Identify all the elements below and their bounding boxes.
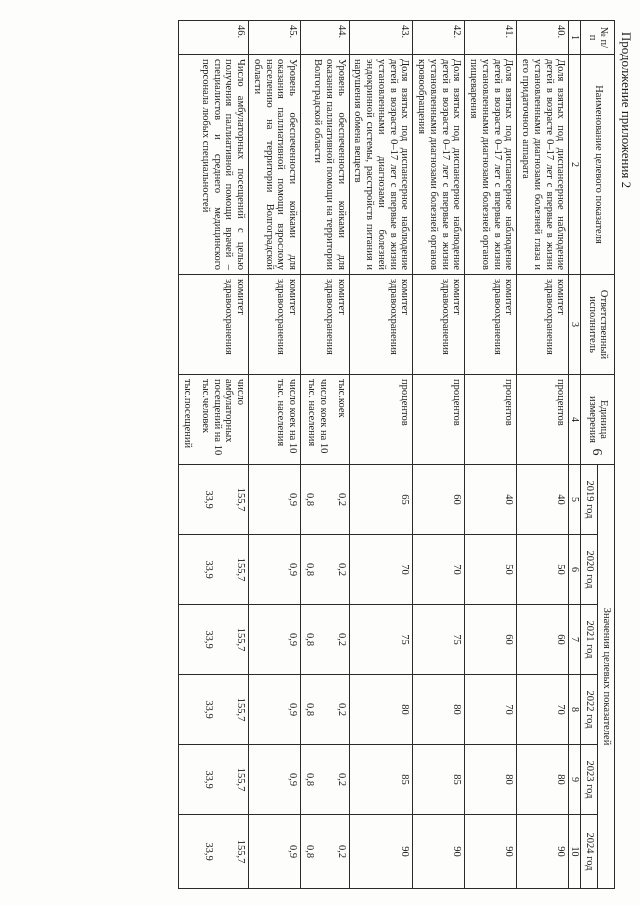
target-value: 70: [451, 564, 463, 575]
target-value-cell: [349, 745, 413, 815]
target-value: 155,7: [235, 627, 247, 652]
target-value: 155,7: [235, 767, 247, 792]
year-header: 2019 год: [581, 465, 598, 535]
target-value-cell: [249, 675, 301, 745]
target-value-cell: [465, 465, 517, 535]
responsible-executor: комитет здравоохранения: [349, 275, 413, 375]
target-value-cell: [517, 815, 569, 889]
target-value-cell: [179, 815, 249, 889]
indicator-name: Уровень обеспеченности койками для оказания паллиативной помощи на территории Волгоградской области: [301, 55, 350, 275]
indicator-name: Число амбулаторных посещений с целью получения паллиативной помощи врачей – специалистов и среднего медицинского персонала любых специальностей: [179, 55, 249, 275]
col-header-values-group: Значения целевых показателей: [598, 465, 615, 889]
indicators-table: [178, 20, 615, 889]
target-value: 155,7: [235, 839, 247, 864]
column-number: 8: [569, 675, 581, 745]
target-value-cell: [413, 535, 465, 605]
target-value-cell: [465, 605, 517, 675]
target-value-cell: [517, 675, 569, 745]
column-number: 7: [569, 605, 581, 675]
target-value: 0,2: [335, 772, 347, 787]
responsible-executor: комитет здравоохранения: [413, 275, 465, 375]
target-value-cell: [465, 675, 517, 745]
target-value: 70: [399, 564, 411, 575]
unit-of-measure: тыс.коек: [335, 379, 347, 418]
indicator-name: Доля взятых под диспансерное наблюдение детей в возрасте 0–17 лет с впервые в жизни установленными диагнозами болезней глаза и его придаточного аппарата: [517, 55, 569, 275]
target-value: 0,9: [287, 492, 299, 507]
unit-cell: [517, 375, 569, 465]
target-value: 75: [451, 634, 463, 645]
unit-cell: [349, 375, 413, 465]
target-value: 60: [555, 634, 567, 645]
target-value-cell: [413, 815, 465, 889]
target-value: 80: [555, 774, 567, 785]
table-row: [349, 21, 413, 889]
indicator-name: Доля взятых под диспансерное наблюдение детей в возрасте 0–17 лет с впервые в жизни установленными диагнозами болезней эндокринной системы, расстройств питания и нарушения обмена веществ: [349, 55, 413, 275]
target-value-cell: [349, 675, 413, 745]
table-row: [517, 21, 569, 889]
column-number-row: [569, 21, 581, 889]
target-value: 70: [555, 704, 567, 715]
unit-of-measure: тыс.посещений: [182, 379, 194, 449]
target-value-cell: [413, 745, 465, 815]
target-value-cell: [517, 465, 569, 535]
target-value: 50: [555, 564, 567, 575]
target-value: 0,8: [303, 702, 315, 717]
unit-of-measure: процентов: [451, 379, 463, 426]
continuation-note: Продолжение приложения 2: [619, 31, 634, 189]
target-value: 75: [399, 634, 411, 645]
target-value: 0,9: [287, 772, 299, 787]
target-value-cell: [517, 605, 569, 675]
target-value-cell: [179, 675, 249, 745]
year-header: 2023 год: [581, 745, 598, 815]
target-value: 0,9: [287, 702, 299, 717]
target-value: 90: [451, 846, 463, 857]
table-body: [179, 21, 569, 889]
target-value-cell: [517, 535, 569, 605]
indicator-name: Уровень обеспеченности койками для оказания паллиативной помощи взрослому населению на территории Волгоградской области: [249, 55, 301, 275]
year-header: 2022 год: [581, 675, 598, 745]
target-value: 90: [399, 846, 411, 857]
col-header-num: № п/п: [581, 21, 615, 55]
target-value: 0,9: [287, 562, 299, 577]
target-value: 155,7: [235, 557, 247, 582]
target-value: 0,2: [335, 632, 347, 647]
target-value: 33,9: [203, 842, 215, 861]
column-number: 5: [569, 465, 581, 535]
target-value: 80: [399, 704, 411, 715]
target-value-cell: [465, 815, 517, 889]
table-row: [465, 21, 517, 889]
column-number: 2: [569, 55, 581, 275]
row-number: 45.: [249, 21, 301, 55]
target-value: 33,9: [203, 630, 215, 649]
unit-of-measure: число амбулаторных посещений на 10 тыс.человек: [199, 379, 247, 456]
target-value-cell: [349, 465, 413, 535]
year-header: 2024 год: [581, 815, 598, 889]
row-number: 44.: [301, 21, 350, 55]
unit-cell: [249, 375, 301, 465]
target-value: 85: [451, 774, 463, 785]
target-value: 0,8: [303, 772, 315, 787]
unit-of-measure: процентов: [555, 379, 567, 426]
column-number: 10: [569, 815, 581, 889]
row-number: 40.: [517, 21, 569, 55]
target-value: 70: [503, 704, 515, 715]
target-value: 0,8: [303, 844, 315, 859]
target-value: 0,8: [303, 632, 315, 647]
table-row: [249, 21, 301, 889]
target-value: 85: [399, 774, 411, 785]
indicator-name: Доля взятых под диспансерное наблюдение детей в возрасте 0–17 лет с впервые в жизни установленными диагнозами болезней органов пищеварения: [465, 55, 517, 275]
row-number: 41.: [465, 21, 517, 55]
target-value-cell: [179, 745, 249, 815]
unit-cell: [413, 375, 465, 465]
target-value: 33,9: [203, 490, 215, 509]
target-value-cell: [249, 605, 301, 675]
target-value-cell: [249, 535, 301, 605]
target-value-cell: [249, 465, 301, 535]
target-value: 155,7: [235, 697, 247, 722]
target-value: 155,7: [235, 487, 247, 512]
target-value: 0,8: [303, 492, 315, 507]
col-header-unit: Единица измерения: [581, 375, 615, 465]
target-value: 60: [451, 494, 463, 505]
responsible-executor: комитет здравоохранения: [179, 275, 249, 375]
col-header-name: Наименование целевого показателя: [581, 55, 615, 275]
target-value: 0,9: [287, 632, 299, 647]
responsible-executor: комитет здравоохранения: [517, 275, 569, 375]
column-number: 1: [569, 21, 581, 55]
target-value-cell: [301, 745, 350, 815]
target-value: 0,2: [335, 492, 347, 507]
row-number: 42.: [413, 21, 465, 55]
target-value: 0,2: [335, 844, 347, 859]
table-row: [301, 21, 350, 889]
target-value: 0,8: [303, 562, 315, 577]
target-value-cell: [349, 535, 413, 605]
target-value-cell: [349, 605, 413, 675]
column-number: 6: [569, 535, 581, 605]
unit-of-measure: процентов: [503, 379, 515, 426]
target-value: 80: [503, 774, 515, 785]
responsible-executor: комитет здравоохранения: [465, 275, 517, 375]
header-row: [598, 21, 615, 889]
target-value: 40: [555, 494, 567, 505]
target-value-cell: [413, 675, 465, 745]
unit-of-measure: число коек на 10 тыс. населения: [306, 379, 329, 454]
target-value: 60: [503, 634, 515, 645]
target-value-cell: [301, 675, 350, 745]
target-value-cell: [301, 605, 350, 675]
target-value-cell: [465, 745, 517, 815]
target-value-cell: [413, 605, 465, 675]
unit-of-measure: процентов: [399, 379, 411, 426]
target-value: 50: [503, 564, 515, 575]
target-value: 33,9: [203, 560, 215, 579]
target-value-cell: [179, 465, 249, 535]
target-value-cell: [301, 815, 350, 889]
target-value-cell: [249, 745, 301, 815]
target-value: 0,2: [335, 702, 347, 717]
target-value-cell: [249, 815, 301, 889]
year-header: 2020 год: [581, 535, 598, 605]
target-value: 33,9: [203, 770, 215, 789]
target-value-cell: [465, 535, 517, 605]
target-value: 0,2: [335, 562, 347, 577]
column-number: 9: [569, 745, 581, 815]
target-value: 90: [503, 846, 515, 857]
target-value-cell: [301, 465, 350, 535]
target-value: 0,9: [287, 844, 299, 859]
col-header-executor: Ответственный исполнитель: [581, 275, 615, 375]
target-value: 40: [503, 494, 515, 505]
target-value-cell: [179, 605, 249, 675]
responsible-executor: комитет здравоохранения: [249, 275, 301, 375]
unit-cell: [301, 375, 350, 465]
target-value-cell: [301, 535, 350, 605]
column-number: 4: [569, 375, 581, 465]
column-number: 3: [569, 275, 581, 375]
unit-cell: [465, 375, 517, 465]
target-value-cell: [179, 535, 249, 605]
table-row: [179, 21, 249, 889]
table-row: [413, 21, 465, 889]
row-number: 46.: [179, 21, 249, 55]
responsible-executor: комитет здравоохранения: [301, 275, 350, 375]
unit-of-measure: число коек на 10 тыс. населения: [275, 379, 299, 454]
target-value-cell: [517, 745, 569, 815]
target-value: 90: [555, 846, 567, 857]
target-value: 33,9: [203, 700, 215, 719]
target-value: 80: [451, 704, 463, 715]
year-header: 2021 год: [581, 605, 598, 675]
target-value-cell: [413, 465, 465, 535]
target-value: 65: [399, 494, 411, 505]
indicator-name: Доля взятых под диспансерное наблюдение детей в возрасте 0–17 лет с впервые в жизни установленными диагнозами болезней органов кровообращения: [413, 55, 465, 275]
row-number: 43.: [349, 21, 413, 55]
target-value-cell: [349, 815, 413, 889]
unit-cell: [179, 375, 249, 465]
page-number: 6: [589, 448, 604, 456]
